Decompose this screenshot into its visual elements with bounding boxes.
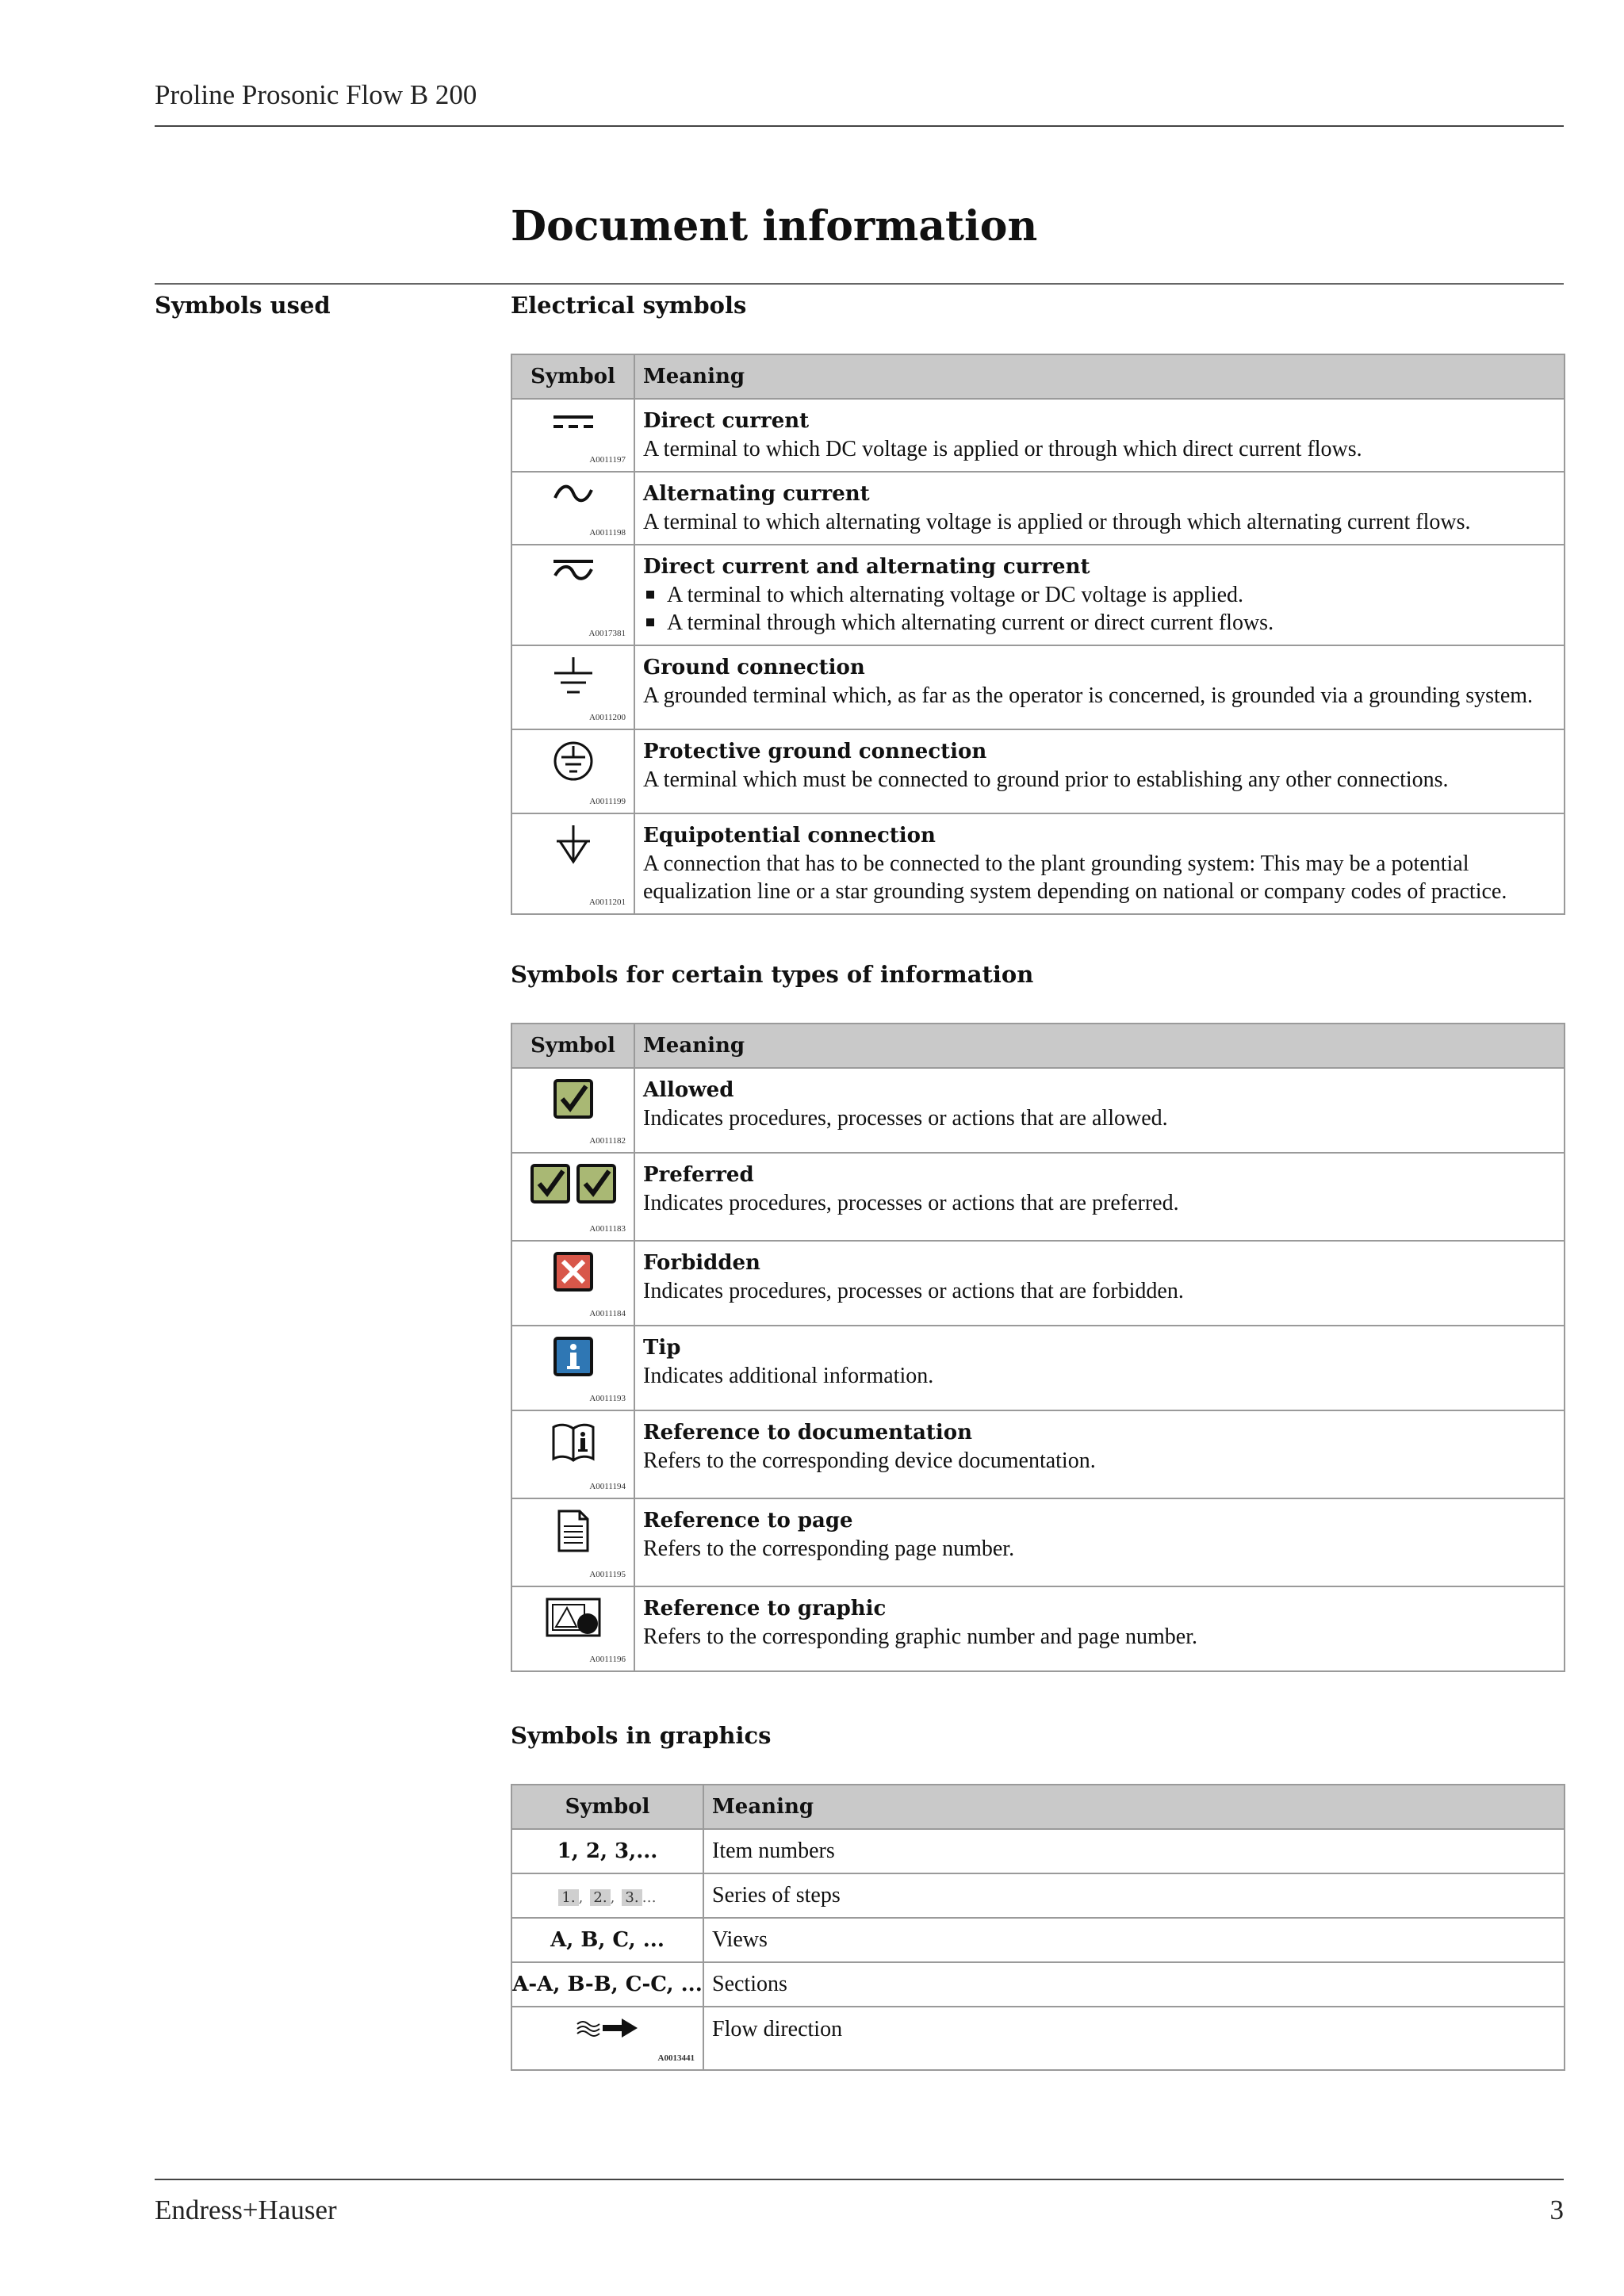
equipotential-icon <box>552 824 595 870</box>
symbol-code: A0011182 <box>589 1136 626 1146</box>
table-row <box>511 399 1565 472</box>
meaning-description: A terminal to which DC voltage is applied or through which direct current flows. <box>643 437 1362 461</box>
direct-current-icon <box>552 409 595 433</box>
table-row <box>511 729 1565 813</box>
table-row <box>511 645 1565 729</box>
graphics-heading: Symbols in graphics <box>511 1722 772 1749</box>
preferred-double-check-icon <box>530 1163 617 1204</box>
table-row <box>511 1326 1565 1410</box>
page-number: 3 <box>1549 2195 1564 2225</box>
graphic-symbol: A, B, C, ... <box>511 1918 703 1962</box>
symbol-code: A0011197 <box>589 455 626 465</box>
symbol-code: A0013441 <box>657 2053 695 2063</box>
information-heading: Symbols for certain types of information <box>511 961 1034 988</box>
step-number: 1. <box>558 1889 578 1906</box>
page-icon <box>556 1509 591 1553</box>
table-row <box>511 472 1565 545</box>
tip-info-icon <box>553 1336 594 1377</box>
meaning-description: Refers to the corresponding graphic number and page number. <box>643 1624 1198 1649</box>
page-title: Document information <box>511 202 1038 251</box>
meaning-description: Flow direction <box>703 2007 1565 2070</box>
table-row <box>511 1498 1565 1586</box>
table-row <box>511 1410 1565 1498</box>
symbol-code: A0011201 <box>588 897 626 907</box>
col-symbol: Symbol <box>511 1785 703 1829</box>
meaning-title: Direct current and alternating current <box>643 555 1090 579</box>
table-row <box>511 1918 1565 1962</box>
dc-ac-icon <box>552 555 595 582</box>
meaning-description: Indicates additional information. <box>643 1364 934 1388</box>
graphic-icon <box>545 1597 602 1638</box>
protective-ground-icon <box>552 740 595 783</box>
graphic-symbol: 1, 2, 3,... <box>511 1829 703 1873</box>
meaning-description: A grounded terminal which, as far as the operator is concerned, is grounded via a grounding system. <box>643 683 1534 708</box>
alternating-current-icon <box>552 482 595 506</box>
allowed-check-icon <box>553 1078 594 1119</box>
col-meaning: Meaning <box>703 1785 1565 1829</box>
col-symbol: Symbol <box>511 1024 634 1068</box>
footer-rule <box>155 2179 1564 2180</box>
meaning-description: A terminal to which alternating voltage is applied or through which alternating current flows. <box>643 510 1471 534</box>
col-symbol: Symbol <box>511 354 634 399</box>
symbol-code: A0011195 <box>589 1570 626 1579</box>
col-meaning: Meaning <box>634 1024 1565 1068</box>
symbol-code: A0011183 <box>589 1224 626 1234</box>
meaning-title: Equipotential connection <box>643 824 936 848</box>
symbol-code: A0011199 <box>589 797 626 806</box>
table-row <box>511 1873 1565 1918</box>
table-row <box>511 1153 1565 1241</box>
flow-direction-icon <box>576 2017 639 2039</box>
section-rule <box>155 283 1564 285</box>
symbol-code: A0017381 <box>588 629 626 638</box>
meaning-description: A connection that has to be connected to the plant grounding system: This may be a potential <box>643 851 1469 876</box>
graphic-symbol: A-A, B-B, C-C, ... <box>511 1962 703 2007</box>
meaning-title: Forbidden <box>643 1251 760 1275</box>
meaning-description: Series of steps <box>703 1873 1565 1918</box>
col-meaning: Meaning <box>634 354 1565 399</box>
table-row <box>511 1962 1565 2007</box>
meaning-description: Refers to the corresponding device documentation. <box>643 1448 1096 1473</box>
meaning-description: A terminal which must be connected to ground prior to establishing any other connections. <box>643 767 1449 792</box>
bullet-item: A terminal to which alternating voltage or DC voltage is applied. <box>643 581 1556 609</box>
meaning-description: Item numbers <box>703 1829 1565 1873</box>
header-rule <box>155 125 1564 127</box>
meaning-description: Sections <box>703 1962 1565 2007</box>
symbol-code: A0011198 <box>589 528 626 538</box>
running-header: Proline Prosonic Flow B 200 <box>155 79 477 110</box>
information-symbols-table <box>511 1023 1565 1672</box>
table-row <box>511 2007 1565 2070</box>
step-number: 2. <box>590 1889 610 1906</box>
meaning-description: Indicates procedures, processes or actions that are forbidden. <box>643 1279 1184 1303</box>
forbidden-cross-icon <box>553 1251 594 1292</box>
electrical-heading: Electrical symbols <box>511 292 747 319</box>
meaning-description: Indicates procedures, processes or actions that are allowed. <box>643 1106 1168 1131</box>
ground-icon <box>552 656 595 698</box>
meaning-description: Indicates procedures, processes or actions that are preferred. <box>643 1191 1179 1215</box>
table-row <box>511 545 1565 645</box>
symbol-code: A0011194 <box>589 1482 626 1491</box>
symbol-code: A0011193 <box>589 1394 626 1403</box>
side-heading: Symbols used <box>155 292 331 319</box>
meaning-title: Preferred <box>643 1163 754 1187</box>
meaning-description: equalization line or a star grounding system depending on national or company codes of practice. <box>643 879 1507 904</box>
footer-brand: Endress+Hauser <box>155 2195 337 2225</box>
meaning-title: Protective ground connection <box>643 740 987 763</box>
meaning-title: Tip <box>643 1336 681 1360</box>
meaning-title: Reference to page <box>643 1509 853 1533</box>
symbol-code: A0011184 <box>589 1309 626 1318</box>
electrical-symbols-table <box>511 354 1565 915</box>
table-row <box>511 813 1565 914</box>
meaning-description: Refers to the corresponding page number. <box>643 1536 1015 1561</box>
table-row <box>511 1068 1565 1153</box>
meaning-title: Reference to graphic <box>643 1597 887 1621</box>
table-row <box>511 1241 1565 1326</box>
meaning-title: Ground connection <box>643 656 865 679</box>
meaning-description: Views <box>703 1918 1565 1962</box>
meaning-title: Allowed <box>643 1078 734 1102</box>
table-row <box>511 1586 1565 1671</box>
documentation-book-icon <box>551 1421 596 1462</box>
bullet-item: A terminal through which alternating current or direct current flows. <box>643 609 1556 637</box>
step-separator: , <box>578 1889 584 1906</box>
graphic-symbol <box>511 1873 703 1918</box>
meaning-title: Direct current <box>643 409 810 433</box>
graphics-symbols-table <box>511 1784 1565 2071</box>
table-row <box>511 1829 1565 1873</box>
symbol-code: A0011196 <box>589 1655 626 1664</box>
meaning-title: Reference to documentation <box>643 1421 973 1445</box>
symbol-code: A0011200 <box>588 713 626 722</box>
meaning-title: Alternating current <box>643 482 870 506</box>
step-ellipsis: … <box>642 1889 657 1906</box>
step-separator: , <box>610 1889 615 1906</box>
step-number: 3. <box>622 1889 642 1906</box>
